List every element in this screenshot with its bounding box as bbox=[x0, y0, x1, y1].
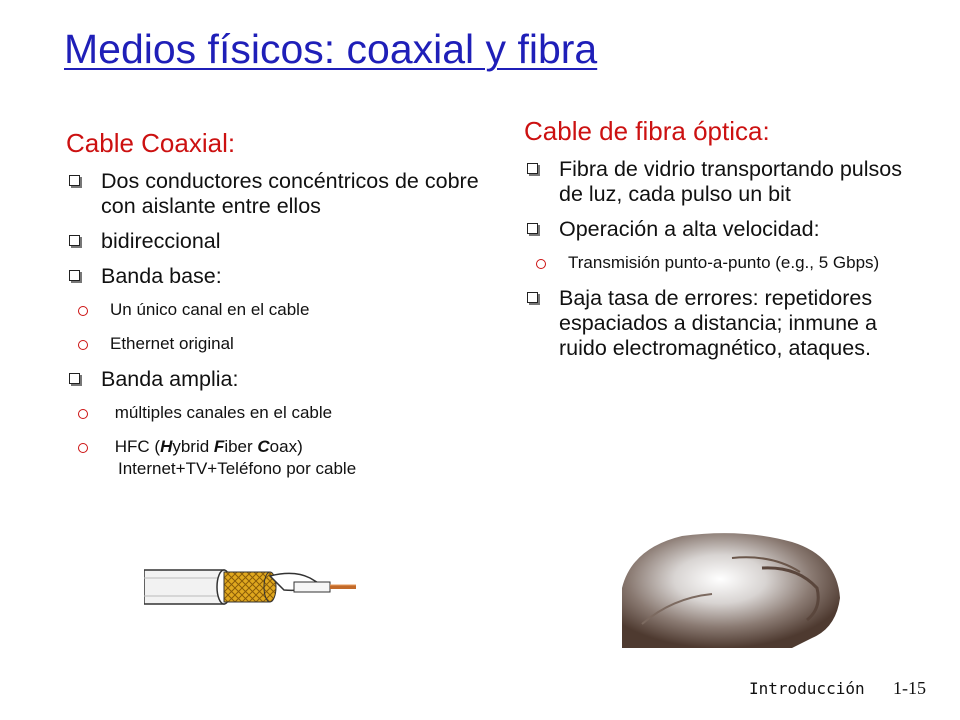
square-bullet-icon bbox=[527, 292, 538, 303]
coaxial-cable-illustration bbox=[144, 560, 364, 616]
list-item: Banda base: Un único canal en el cable Ethernet original bbox=[66, 264, 496, 355]
circle-bullet-icon bbox=[536, 259, 546, 269]
fiber-list bbox=[524, 157, 924, 361]
page-number: 1-15 bbox=[893, 678, 926, 698]
sublist-item: Transmisión punto-a-punto (e.g., 5 Gbps) bbox=[524, 252, 924, 274]
fiber-heading: Cable de fibra óptica: bbox=[524, 116, 770, 146]
square-bullet-icon bbox=[527, 163, 538, 174]
list-item: Banda amplia: múltiples canales en el cable HFC (Hybrid Fiber Coax) Internet+TV+Teléfono por cable bbox=[66, 367, 496, 480]
square-bullet-icon bbox=[69, 373, 80, 384]
coaxial-list bbox=[66, 169, 496, 480]
sublist-item: múltiples canales en el cable bbox=[66, 402, 496, 424]
slide-title: Medios físicos: coaxial y fibra bbox=[64, 26, 598, 72]
sublist bbox=[101, 402, 496, 480]
list-item: Baja tasa de errores: repetidores espaciados a distancia; inmune a ruido electromagnético, ataques. bbox=[524, 286, 924, 361]
coaxial-column bbox=[66, 128, 496, 492]
sublist-item: Ethernet original bbox=[66, 333, 496, 355]
sublist bbox=[559, 252, 924, 274]
sublist bbox=[101, 299, 496, 355]
list-item: Fibra de vidrio transportando pulsos de luz, cada pulso un bit bbox=[524, 157, 924, 207]
fiber-column bbox=[524, 116, 924, 371]
circle-bullet-icon bbox=[78, 443, 88, 453]
sublist-item: Un único canal en el cable bbox=[66, 299, 496, 321]
list-item: Operación a alta velocidad: Transmisión punto-a-punto (e.g., 5 Gbps) bbox=[524, 217, 924, 274]
list-item: Dos conductores concéntricos de cobre con aislante entre ellos bbox=[66, 169, 496, 219]
footer-section-label: Introducción bbox=[749, 679, 865, 698]
square-bullet-icon bbox=[69, 175, 80, 186]
square-bullet-icon bbox=[69, 270, 80, 281]
circle-bullet-icon bbox=[78, 409, 88, 419]
square-bullet-icon bbox=[69, 235, 80, 246]
sublist-item-hfc: HFC (Hybrid Fiber Coax) Internet+TV+Teléfono por cable bbox=[66, 436, 496, 480]
fiber-optic-hand-photo bbox=[622, 528, 842, 648]
list-item: bidireccional bbox=[66, 229, 496, 254]
coaxial-heading: Cable Coaxial: bbox=[66, 128, 236, 158]
circle-bullet-icon bbox=[78, 306, 88, 316]
circle-bullet-icon bbox=[78, 340, 88, 350]
square-bullet-icon bbox=[527, 223, 538, 234]
